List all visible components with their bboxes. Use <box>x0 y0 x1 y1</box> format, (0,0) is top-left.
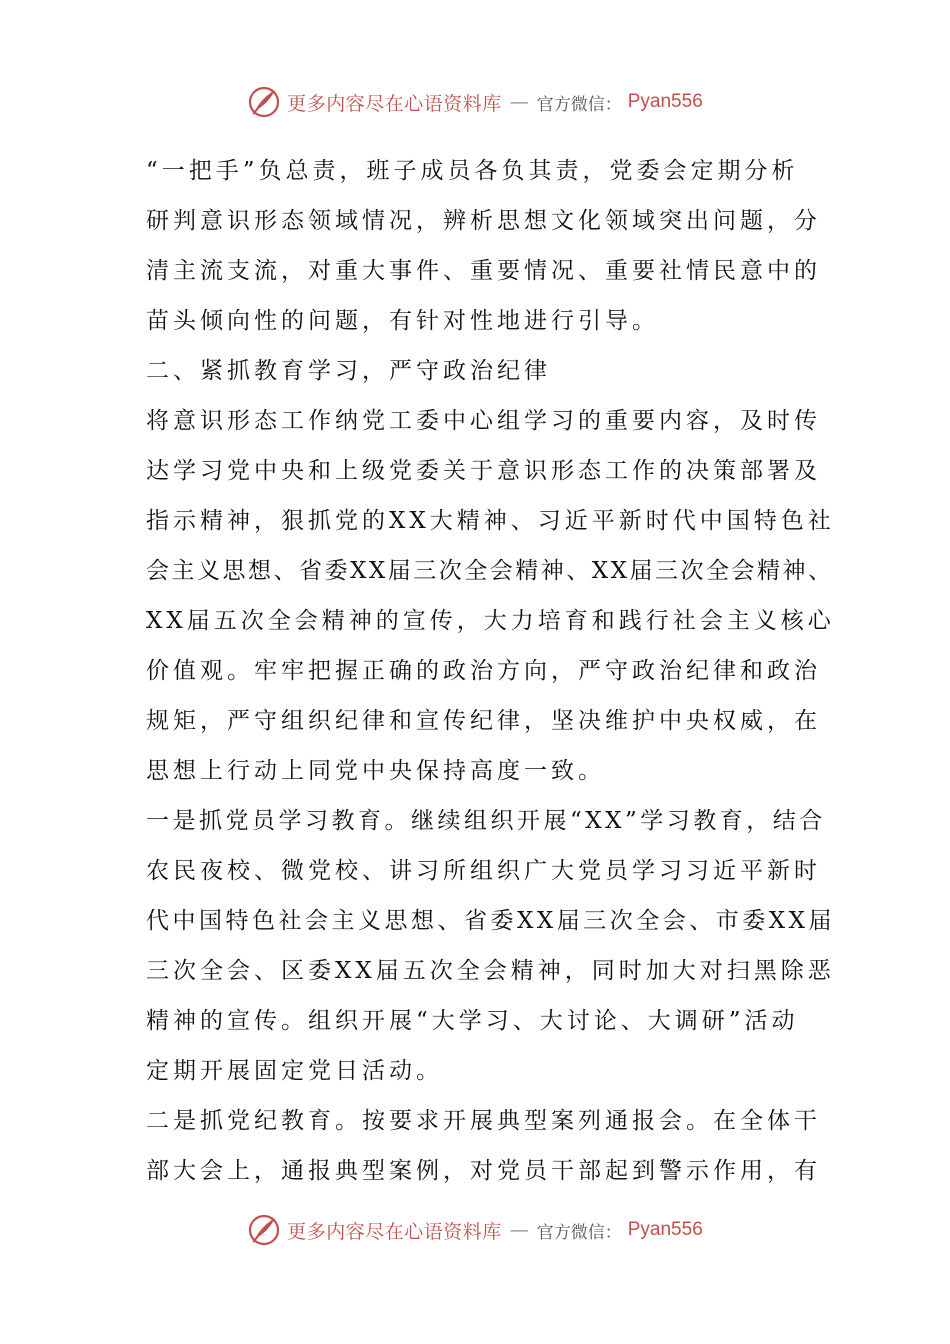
header-banner-content <box>247 85 703 119</box>
banner-dash: — <box>509 1219 529 1241</box>
text-line: 代中国特色社会主义思想、省委XX届三次全会、市委XX届 <box>146 908 835 934</box>
text-line: 一是抓党员学习教育。继续组织开展“XX”学习教育，结合 <box>146 808 826 834</box>
brand-text: 更多内容尽在心语资料库 <box>287 92 502 115</box>
text-line: XX届五次全会精神的宣传，大力培育和践行社会主义核心 <box>146 608 835 634</box>
text-line: 会主义思想、省委XX届三次全会精神、XX届三次全会精神、 <box>146 558 834 584</box>
text-line: 将意识形态工作纳党工委中心组学习的重要内容，及时传 <box>146 408 821 434</box>
text-line: 价值观。牢牢把握正确的政治方向，严守政治纪律和政治 <box>146 658 821 684</box>
text-line: 部大会上，通报典型案例，对党员干部起到警示作用，有 <box>146 1158 821 1184</box>
text-line: 达学习党中央和上级党委关于意识形态工作的决策部署及 <box>146 458 821 484</box>
text-line: 苗头倾向性的问题，有针对性地进行引导。 <box>146 308 659 334</box>
text-line: 规矩，严守组织纪律和宣传纪律，坚决维护中央权威，在 <box>146 708 821 734</box>
text-line: 三次全会、区委XX届五次全会精神，同时加大对扫黑除恶 <box>146 958 835 984</box>
official-wechat-label: 官方微信： <box>536 94 622 115</box>
official-wechat-label: 官方微信： <box>536 1222 622 1243</box>
quill-pen-icon <box>247 85 281 119</box>
banner-dash: — <box>509 91 529 113</box>
text-line: 二是抓党纪教育。按要求开展典型案列通报会。在全体干 <box>146 1108 821 1134</box>
text-line: 思想上行动上同党中央保持高度一致。 <box>146 758 605 784</box>
wechat-id: Pyan556 <box>627 91 703 112</box>
wechat-id: Pyan556 <box>627 1219 703 1240</box>
footer-banner-content <box>247 1213 703 1247</box>
document-body <box>146 146 836 1196</box>
text-line: 指示精神，狠抓党的XX大精神、习近平新时代中国特色社 <box>146 508 835 534</box>
text-line: 研判意识形态领域情况，辨析思想文化领域突出问题，分 <box>146 208 821 234</box>
text-line: 农民夜校、微党校、讲习所组织广大党员学习习近平新时 <box>146 858 821 884</box>
text-line: “一把手”负总责，班子成员各负其责，党委会定期分析 <box>146 158 799 184</box>
text-line: 定期开展固定党日活动。 <box>146 1058 443 1084</box>
footer-banner <box>0 1210 950 1250</box>
section-heading: 二、紧抓教育学习，严守政治纪律 <box>146 358 551 384</box>
text-line: 清主流支流，对重大事件、重要情况、重要社情民意中的 <box>146 258 821 284</box>
quill-pen-icon <box>247 1213 281 1247</box>
text-line: 精神的宣传。组织开展“大学习、大讨论、大调研”活动 <box>146 1008 799 1034</box>
brand-text: 更多内容尽在心语资料库 <box>287 1220 502 1243</box>
header-banner <box>0 82 950 122</box>
